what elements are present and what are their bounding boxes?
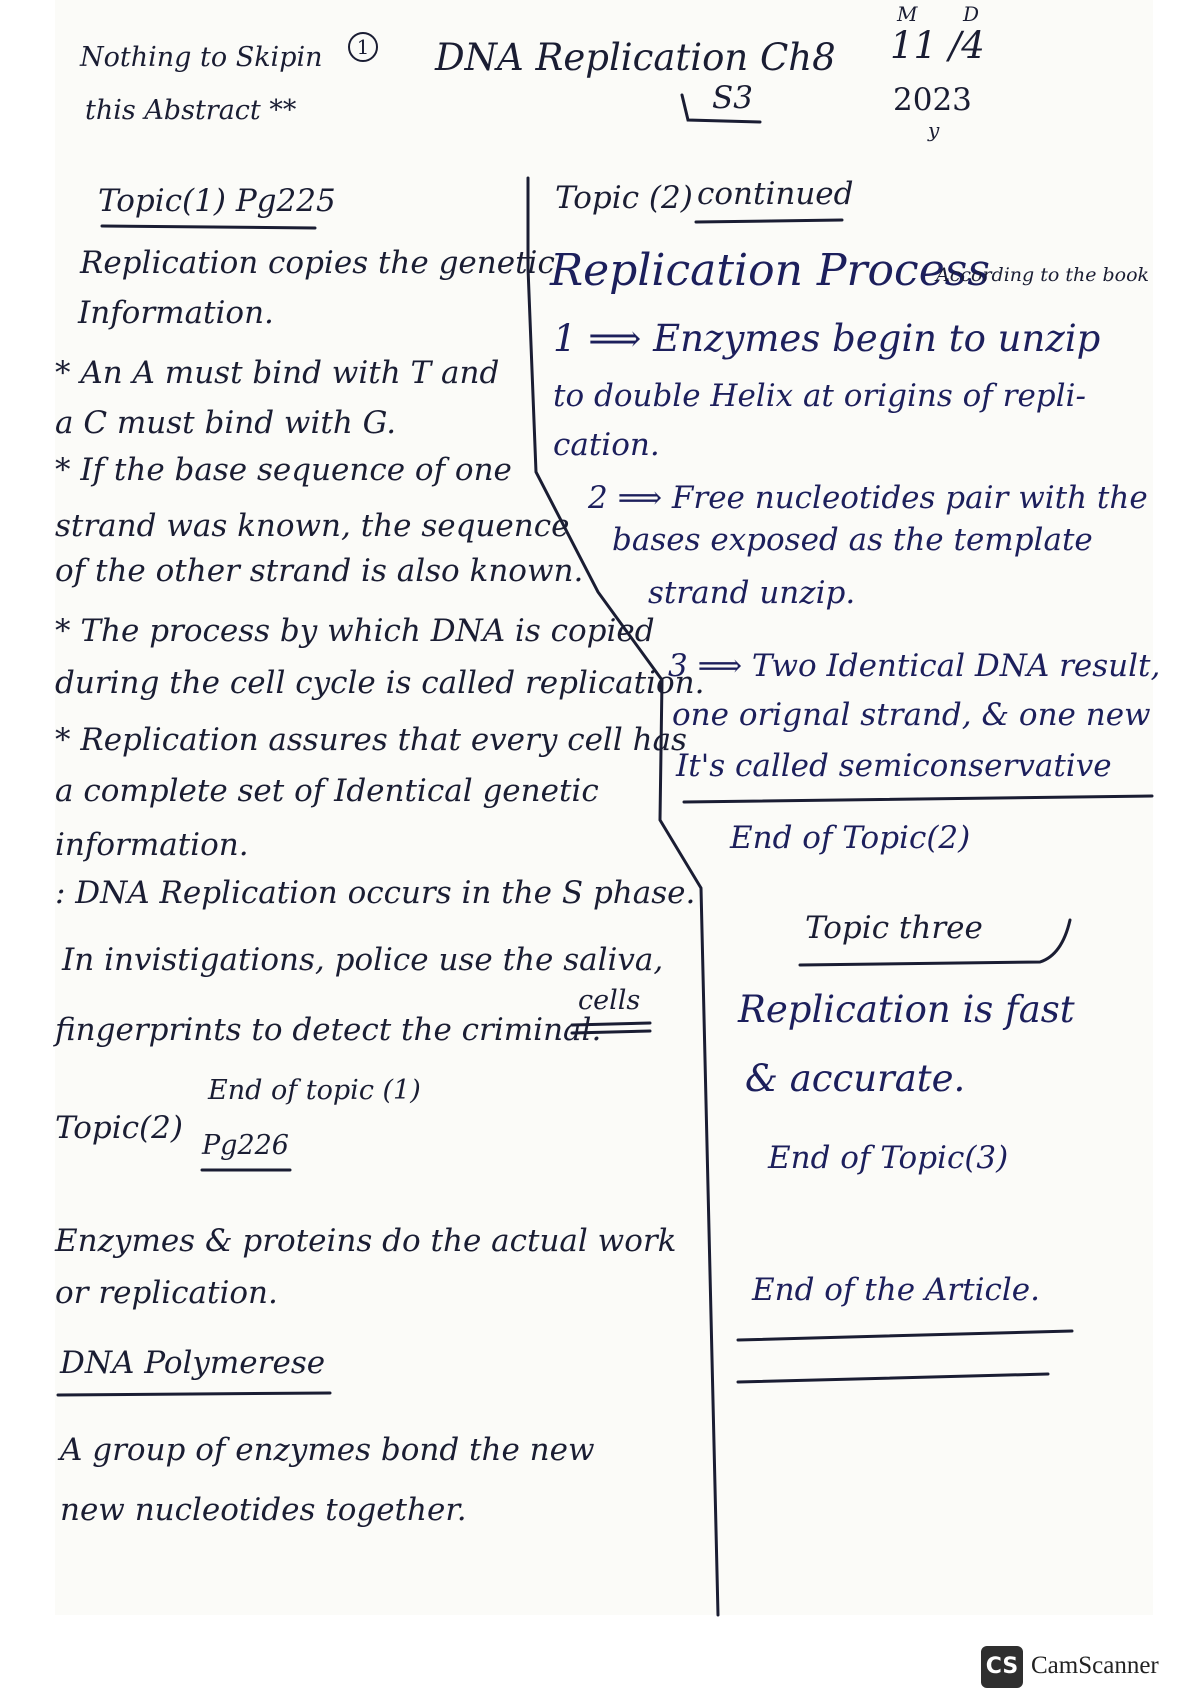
date-year: 2023 [893, 82, 972, 118]
polymerase-line-1: A group of enzymes bond the new [60, 1432, 595, 1468]
step1-line1: 1 ⟹ Enzymes begin to unzip [553, 317, 1101, 360]
camscanner-logo-icon: CS [981, 1646, 1023, 1688]
step2-line2: bases exposed as the template [612, 522, 1093, 558]
process-heading: Replication Process [550, 245, 990, 296]
left-line-13: : DNA Replication occurs in the S phase. [55, 875, 696, 911]
topic1-heading: Topic(1) Pg225 [98, 183, 336, 219]
left-line-1: Replication copies the genetic [80, 245, 555, 281]
end-topic1: End of topic (1) [208, 1075, 421, 1106]
step2-line1: 2 ⟹ Free nucleotides pair with the [588, 480, 1148, 516]
end-topic2: End of Topic(2) [730, 820, 971, 856]
continued-underline [696, 220, 842, 222]
date-day-label: D [963, 2, 980, 26]
page-title: DNA Replication Ch8 [435, 36, 836, 79]
left-line-10: * Replication assures that every cell has [55, 722, 687, 758]
cells-note: cells [578, 985, 641, 1016]
topic1-underline [102, 226, 315, 228]
end-article: End of the Article. [752, 1272, 1040, 1308]
left-line-5: * If the base sequence of one [55, 452, 512, 488]
page-number: 1 [348, 32, 378, 62]
left-line-8: * The process by which DNA is copied [55, 613, 655, 649]
left-line-6: strand was known, the sequence [55, 508, 570, 544]
left-line-15: fingerprints to detect the criminal. [55, 1012, 602, 1048]
date-year-label: y [928, 118, 940, 142]
left-line-7: of the other strand is also known. [55, 553, 584, 589]
section-label: S3 [712, 80, 753, 116]
enzymes-line-1: Enzymes & proteins do the actual work [55, 1223, 677, 1259]
topic3-line2: & accurate. [745, 1057, 966, 1100]
semiconservative-underline [684, 796, 1152, 802]
date-month-label: M [897, 2, 918, 26]
step1-line3: cation. [553, 427, 660, 463]
header-note-line1: Nothing to Skipin [80, 42, 323, 73]
left-line-9: during the cell cycle is called replication. [55, 665, 705, 701]
header-note-line2: this Abstract ** [85, 95, 297, 126]
enzymes-line-2: or replication. [55, 1275, 278, 1311]
step2-line3: strand unzip. [648, 575, 856, 611]
topic3-line1: Replication is fast [738, 988, 1075, 1031]
topic2-heading: Topic(2) [55, 1110, 183, 1146]
step1-line2: to double Helix at origins of repli- [553, 378, 1086, 414]
end-article-underline-1 [738, 1331, 1072, 1340]
left-line-2: Information. [78, 295, 274, 331]
polymerase-line-2: new nucleotides together. [60, 1492, 467, 1528]
left-line-11: a complete set of Identical genetic [55, 773, 599, 809]
step3-line2: one orignal strand, & one new [672, 697, 1151, 733]
topic2-continued-label: Topic (2) [555, 180, 693, 216]
end-topic3: End of Topic(3) [768, 1140, 1009, 1176]
polymerase-heading: DNA Polymerese [60, 1345, 326, 1381]
camscanner-label: CamScanner [1031, 1652, 1159, 1679]
left-line-3: * An A must bind with T and [55, 355, 500, 391]
date-month-day: 11 /4 [890, 24, 985, 67]
left-line-12: information. [55, 827, 249, 863]
left-line-14: In invistigations, police use the saliva, [62, 942, 664, 978]
end-article-underline-2 [738, 1374, 1048, 1382]
topic2-page: Pg226 [202, 1130, 289, 1161]
process-note: According to the book [936, 264, 1150, 286]
step3-line3: It's called semiconservative [676, 748, 1112, 784]
continued-label: continued [697, 176, 854, 212]
left-line-4: a C must bind with G. [55, 405, 397, 441]
polymerase-underline [58, 1393, 330, 1395]
step3-line1: 3 ⟹ Two Identical DNA result, [668, 648, 1161, 684]
topic3-heading: Topic three [805, 910, 983, 946]
